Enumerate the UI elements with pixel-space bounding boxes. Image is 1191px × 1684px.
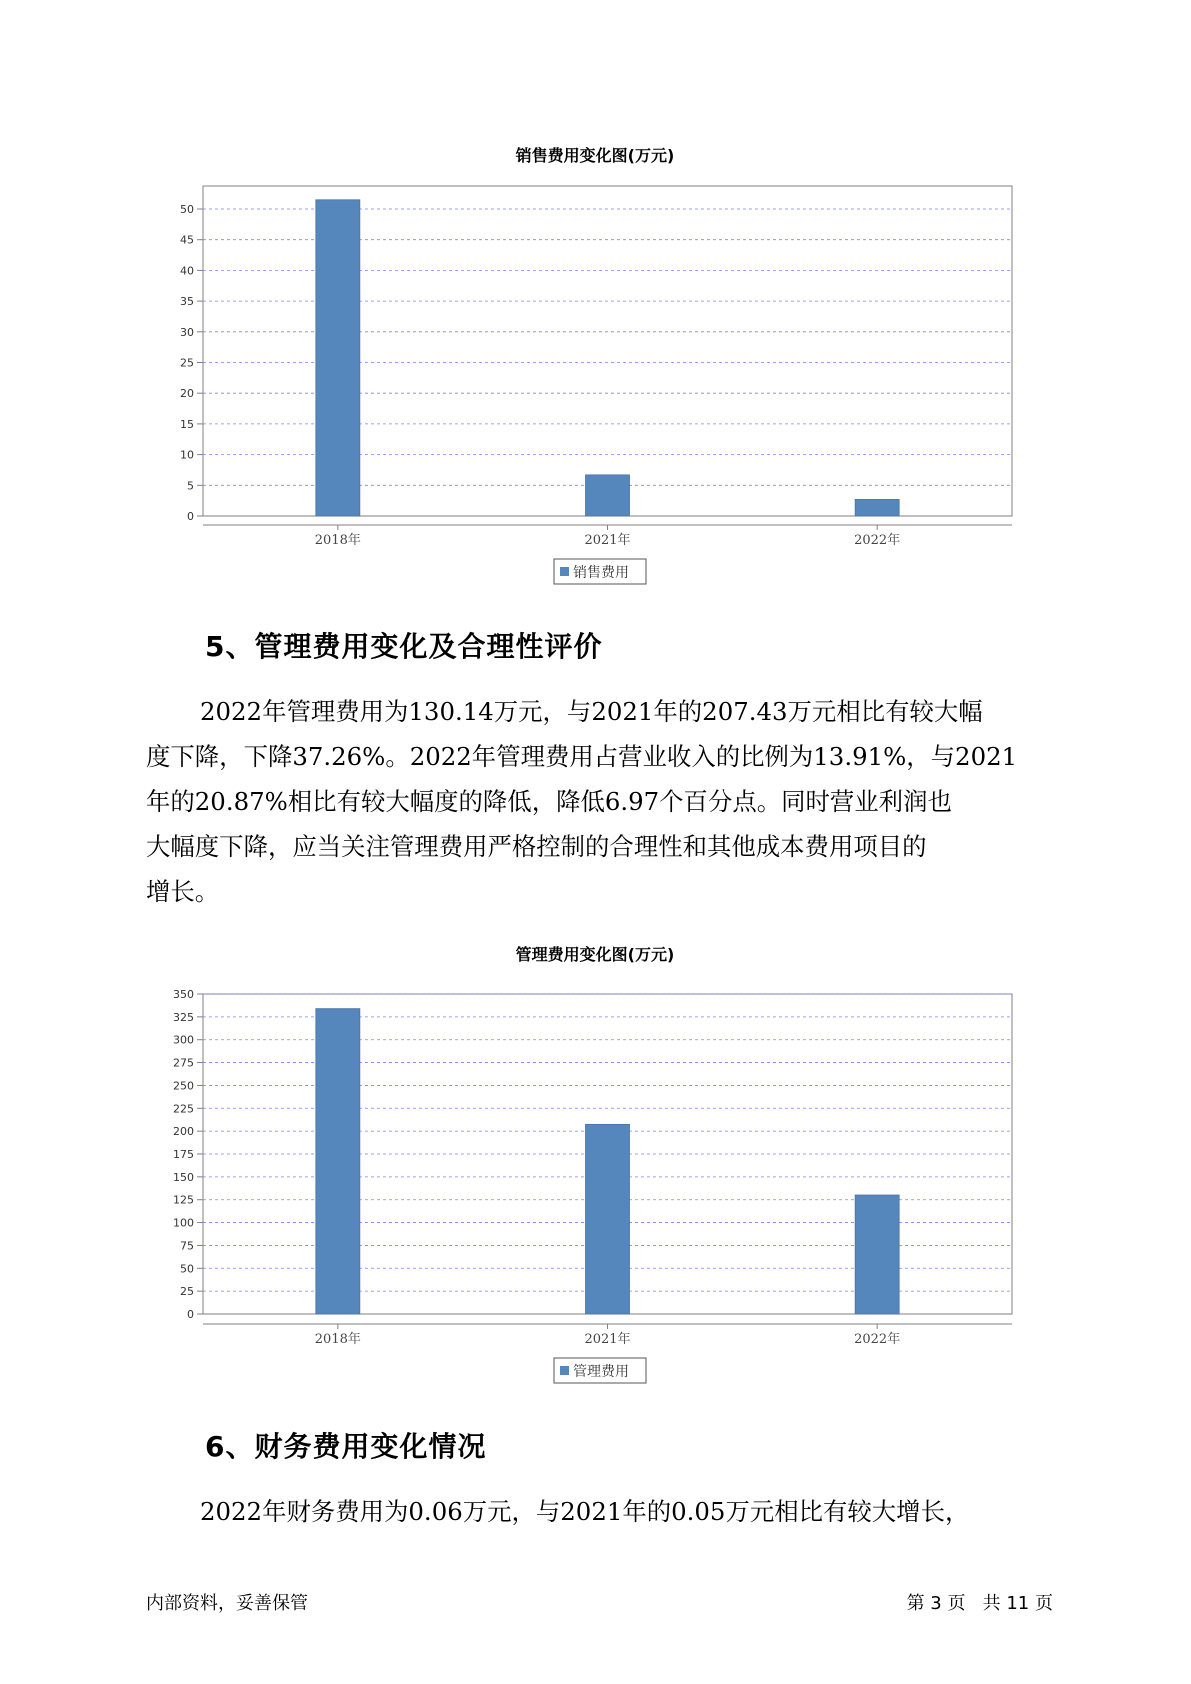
bar-2022年 — [855, 1195, 899, 1314]
y-tick-label: 25 — [180, 1285, 194, 1299]
y-tick-label: 25 — [180, 356, 194, 370]
y-tick-label: 15 — [180, 417, 194, 431]
footer-page-number: 第 3 页 共 11 页 — [906, 1593, 1053, 1614]
y-tick-label: 50 — [180, 1262, 194, 1276]
y-tick-label: 125 — [173, 1193, 194, 1207]
legend-swatch — [560, 567, 569, 576]
y-tick-label: 75 — [180, 1239, 194, 1253]
y-tick-label: 5 — [187, 479, 194, 493]
x-tick-label: 2018年 — [314, 1332, 361, 1347]
y-tick-label: 100 — [173, 1216, 194, 1230]
y-tick-label: 50 — [180, 203, 194, 216]
y-tick-label: 225 — [173, 1102, 194, 1116]
x-tick-label: 2022年 — [854, 1332, 901, 1347]
x-tick-label: 2021年 — [584, 1332, 631, 1347]
legend-label: 管理费用 — [573, 1364, 629, 1380]
y-tick-label: 0 — [187, 1308, 194, 1321]
chart-title: 管理费用变化图(万元) — [515, 945, 675, 964]
admin-expense-chart-svg — [0, 934, 1191, 1394]
y-tick-label: 20 — [180, 387, 194, 401]
paragraph-line: 2022年管理费用为130.14万元，与2021年的207.43万元相比有较大幅 — [200, 697, 983, 726]
y-tick-label: 300 — [173, 1033, 194, 1047]
x-tick-label: 2021年 — [584, 533, 631, 548]
section-6-paragraph — [146, 1489, 1048, 1534]
chart-legend — [554, 559, 646, 584]
paragraph-line: 增长。 — [146, 877, 220, 906]
legend-label: 销售费用 — [573, 565, 629, 581]
y-tick-label: 45 — [180, 233, 194, 247]
y-tick-label: 250 — [173, 1079, 194, 1093]
paragraph-line: 2022年财务费用为0.06万元，与2021年的0.05万元相比有较大增长， — [200, 1497, 970, 1526]
chart-title: 销售费用变化图(万元) — [515, 146, 675, 165]
bar-2021年 — [586, 475, 630, 516]
y-tick-label: 10 — [180, 448, 194, 462]
x-tick-label: 2022年 — [854, 533, 901, 548]
footer-confidential-note: 内部资料，妥善保管 — [146, 1593, 308, 1614]
section-6-heading: 6、财务费用变化情况 — [205, 1430, 487, 1463]
section-5-heading: 5、管理费用变化及合理性评价 — [205, 630, 603, 663]
y-tick-label: 40 — [180, 264, 194, 278]
y-tick-label: 0 — [187, 510, 194, 523]
y-tick-label: 325 — [173, 1010, 194, 1024]
y-tick-label: 175 — [173, 1148, 194, 1161]
legend-swatch — [560, 1366, 569, 1375]
bar-2022年 — [855, 499, 899, 516]
section-5-paragraph — [146, 689, 1048, 914]
y-tick-label: 35 — [180, 295, 194, 309]
y-tick-label: 30 — [180, 325, 194, 339]
paragraph-line: 年的20.87%相比有较大幅度的降低，降低6.97个百分点。同时营业利润也 — [146, 787, 952, 816]
sales-expense-chart — [0, 135, 1191, 595]
admin-expense-chart — [0, 934, 1191, 1394]
x-tick-label: 2018年 — [314, 533, 361, 548]
y-tick-label: 350 — [173, 988, 194, 1001]
sales-expense-chart-svg — [0, 135, 1191, 595]
bar-2018年 — [316, 1009, 360, 1314]
chart-legend — [554, 1358, 646, 1383]
y-tick-label: 200 — [173, 1125, 194, 1139]
bar-2021年 — [586, 1124, 630, 1314]
y-tick-label: 150 — [173, 1170, 194, 1184]
paragraph-line: 度下降，下降37.26%。2022年管理费用占营业收入的比例为13.91%，与2021 — [146, 742, 1018, 771]
y-tick-label: 275 — [173, 1056, 194, 1070]
paragraph-line: 大幅度下降，应当关注管理费用严格控制的合理性和其他成本费用项目的 — [146, 832, 927, 861]
bar-2018年 — [316, 200, 360, 516]
